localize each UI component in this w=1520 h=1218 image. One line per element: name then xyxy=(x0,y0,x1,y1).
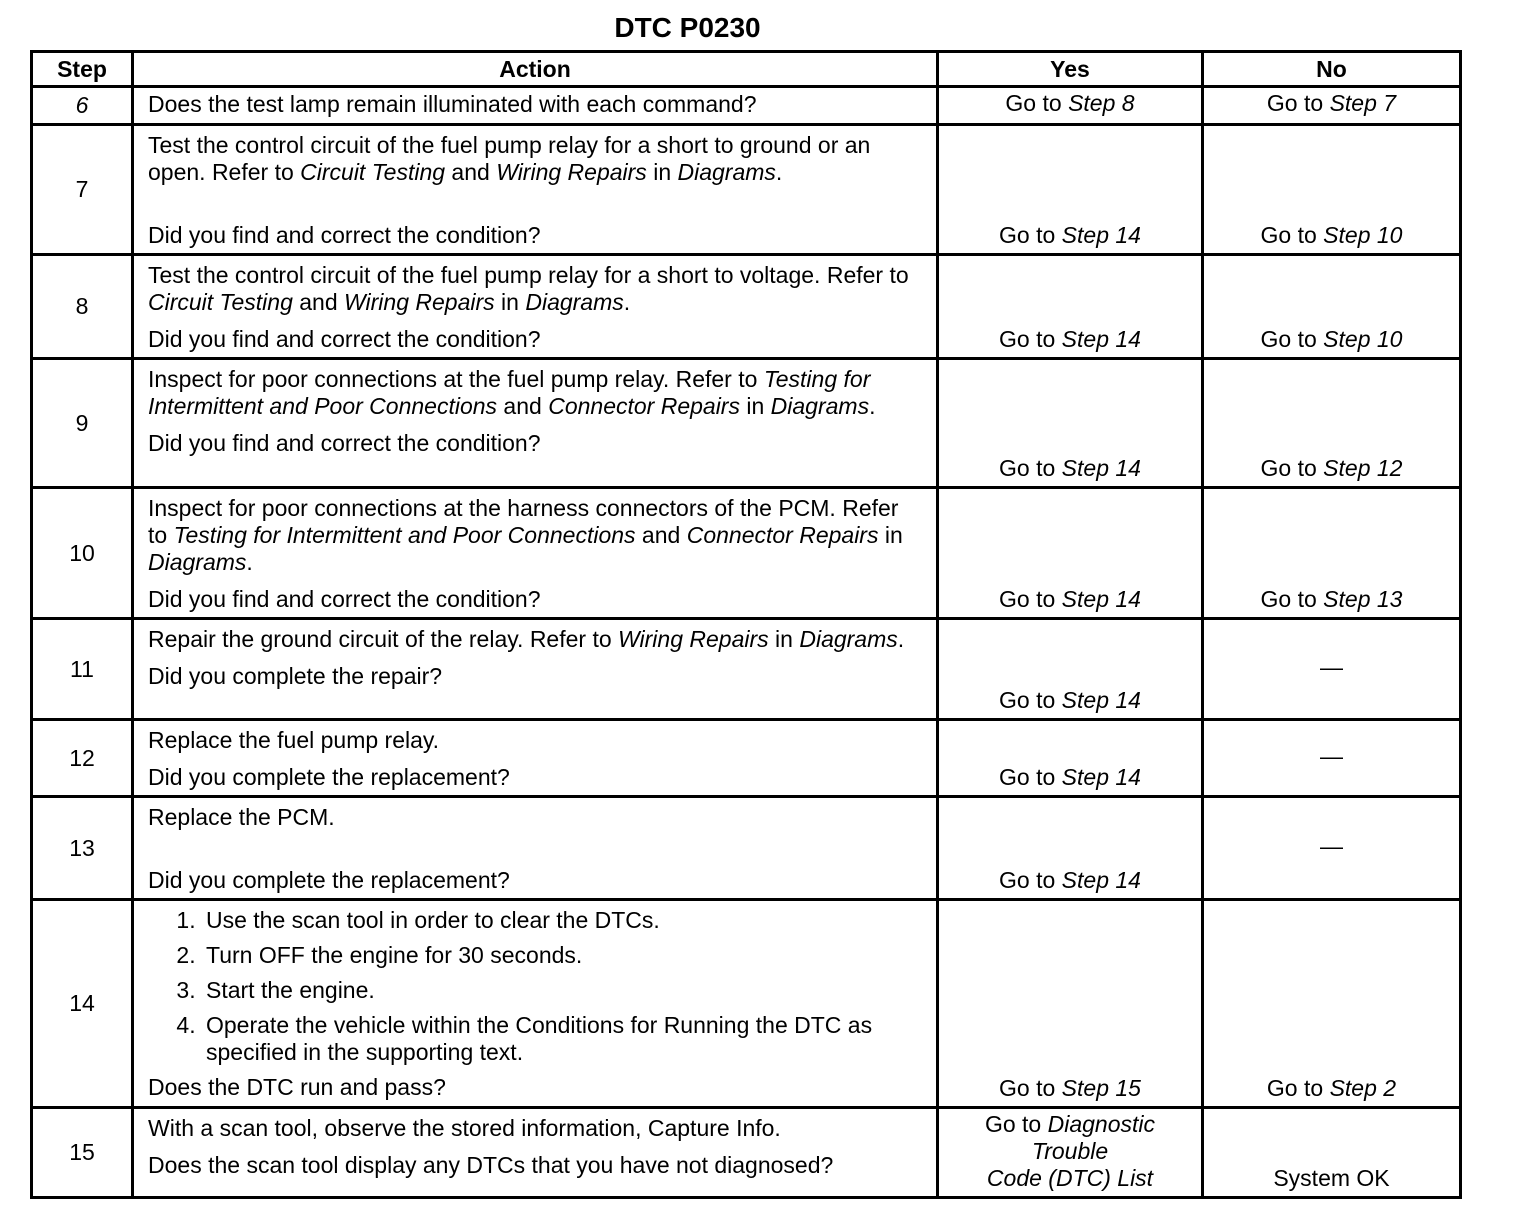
yes-cell[interactable]: Go to Step 14 xyxy=(938,797,1203,900)
no-cell[interactable]: Go to Step 12 xyxy=(1203,359,1461,488)
action-cell: Repair the ground circuit of the relay. Refer to Wiring Repairs in Diagrams. Did you complete the repair? xyxy=(133,619,938,720)
yes-cell[interactable]: Go to Step 14 xyxy=(938,619,1203,720)
step-cell: 10 xyxy=(32,488,133,619)
action-cell xyxy=(133,900,938,1108)
yes-cell[interactable]: Go to Step 14 xyxy=(938,359,1203,488)
action-cell: Inspect for poor connections at the harness connectors of the PCM. Refer to Testing for Intermittent and Poor Connections and Connector Repairs in Diagrams. Did you find and correct the condition? xyxy=(133,488,938,619)
table-row xyxy=(32,359,1461,488)
procedure-list xyxy=(148,907,922,1066)
table-row xyxy=(32,619,1461,720)
table-row xyxy=(32,488,1461,619)
step-cell: 11 xyxy=(32,619,133,720)
no-cell[interactable]: Go to Step 10 xyxy=(1203,125,1461,255)
header-action: Action xyxy=(133,52,938,87)
table-row xyxy=(32,125,1461,255)
header-no: No xyxy=(1203,52,1461,87)
list-item: 3. Start the engine. xyxy=(202,977,922,1004)
question-text: Did you complete the repair? xyxy=(148,663,443,689)
question-text: Does the DTC run and pass? xyxy=(148,1074,446,1100)
action-cell: Replace the fuel pump relay. Did you complete the replacement? xyxy=(133,720,938,797)
action-cell: Test the control circuit of the fuel pump relay for a short to ground or an open. Refer to Circuit Testing and Wiring Repairs in Diagrams. Did you find and correct the condition? xyxy=(133,125,938,255)
question-text: Did you complete the replacement? xyxy=(148,764,510,790)
no-cell: — xyxy=(1203,720,1461,797)
question-text: Did you find and correct the condition? xyxy=(148,586,541,612)
header-yes: Yes xyxy=(938,52,1203,87)
no-cell[interactable]: Go to Step 13 xyxy=(1203,488,1461,619)
yes-cell[interactable]: Go to Step 8 xyxy=(938,87,1203,125)
step-cell: 6 xyxy=(32,87,133,125)
step-cell: 7 xyxy=(32,125,133,255)
question-text: Did you find and correct the condition? xyxy=(148,430,541,456)
yes-cell[interactable]: Go to Step 14 xyxy=(938,720,1203,797)
page-title: DTC P0230 xyxy=(614,12,761,43)
no-cell[interactable]: Go to Step 7 xyxy=(1203,87,1461,125)
table-row xyxy=(32,255,1461,359)
action-cell: Replace the PCM. Did you complete the replacement? xyxy=(133,797,938,900)
step-cell: 14 xyxy=(32,900,133,1108)
table-row xyxy=(32,900,1461,1108)
action-cell: Does the test lamp remain illuminated with each command? xyxy=(133,87,938,125)
yes-cell[interactable]: Go to Diagnostic Trouble Code (DTC) List xyxy=(938,1108,1203,1198)
yes-cell[interactable]: Go to Step 15 xyxy=(938,900,1203,1108)
question-text: Does the scan tool display any DTCs that you have not diagnosed? xyxy=(148,1152,834,1178)
no-cell[interactable]: Go to Step 10 xyxy=(1203,255,1461,359)
yes-cell[interactable]: Go to Step 14 xyxy=(938,488,1203,619)
yes-cell[interactable]: Go to Step 14 xyxy=(938,125,1203,255)
table-row xyxy=(32,87,1461,125)
action-cell: With a scan tool, observe the stored information, Capture Info. Does the scan tool display any DTCs that you have not diagnosed? xyxy=(133,1108,938,1198)
yes-cell[interactable]: Go to Step 14 xyxy=(938,255,1203,359)
question-text: Did you find and correct the condition? xyxy=(148,326,541,352)
diagnostic-table xyxy=(30,50,1462,1199)
question-text: Did you complete the replacement? xyxy=(148,867,510,893)
step-cell: 13 xyxy=(32,797,133,900)
step-cell: 9 xyxy=(32,359,133,488)
list-item: 1. Use the scan tool in order to clear the DTCs. xyxy=(202,907,922,934)
action-cell: Inspect for poor connections at the fuel pump relay. Refer to Testing for Intermittent and Poor Connections and Connector Repairs in Diagrams. Did you find and correct the condition? xyxy=(133,359,938,488)
no-cell: — xyxy=(1203,619,1461,720)
question-text: Did you find and correct the condition? xyxy=(148,222,541,248)
no-cell: System OK xyxy=(1203,1108,1461,1198)
table-row xyxy=(32,797,1461,900)
action-cell: Test the control circuit of the fuel pump relay for a short to voltage. Refer to Circuit Testing and Wiring Repairs in Diagrams. Did you find and correct the condition? xyxy=(133,255,938,359)
no-cell: — xyxy=(1203,797,1461,900)
list-item: 4. Operate the vehicle within the Conditions for Running the DTC as specified in the supporting text. xyxy=(202,1012,922,1066)
header-row xyxy=(32,52,1461,87)
table-row xyxy=(32,1108,1461,1198)
step-cell: 12 xyxy=(32,720,133,797)
header-step: Step xyxy=(32,52,133,87)
table-row xyxy=(32,720,1461,797)
list-item: 2. Turn OFF the engine for 30 seconds. xyxy=(202,942,922,969)
step-cell: 8 xyxy=(32,255,133,359)
no-cell[interactable]: Go to Step 2 xyxy=(1203,900,1461,1108)
step-cell: 15 xyxy=(32,1108,133,1198)
